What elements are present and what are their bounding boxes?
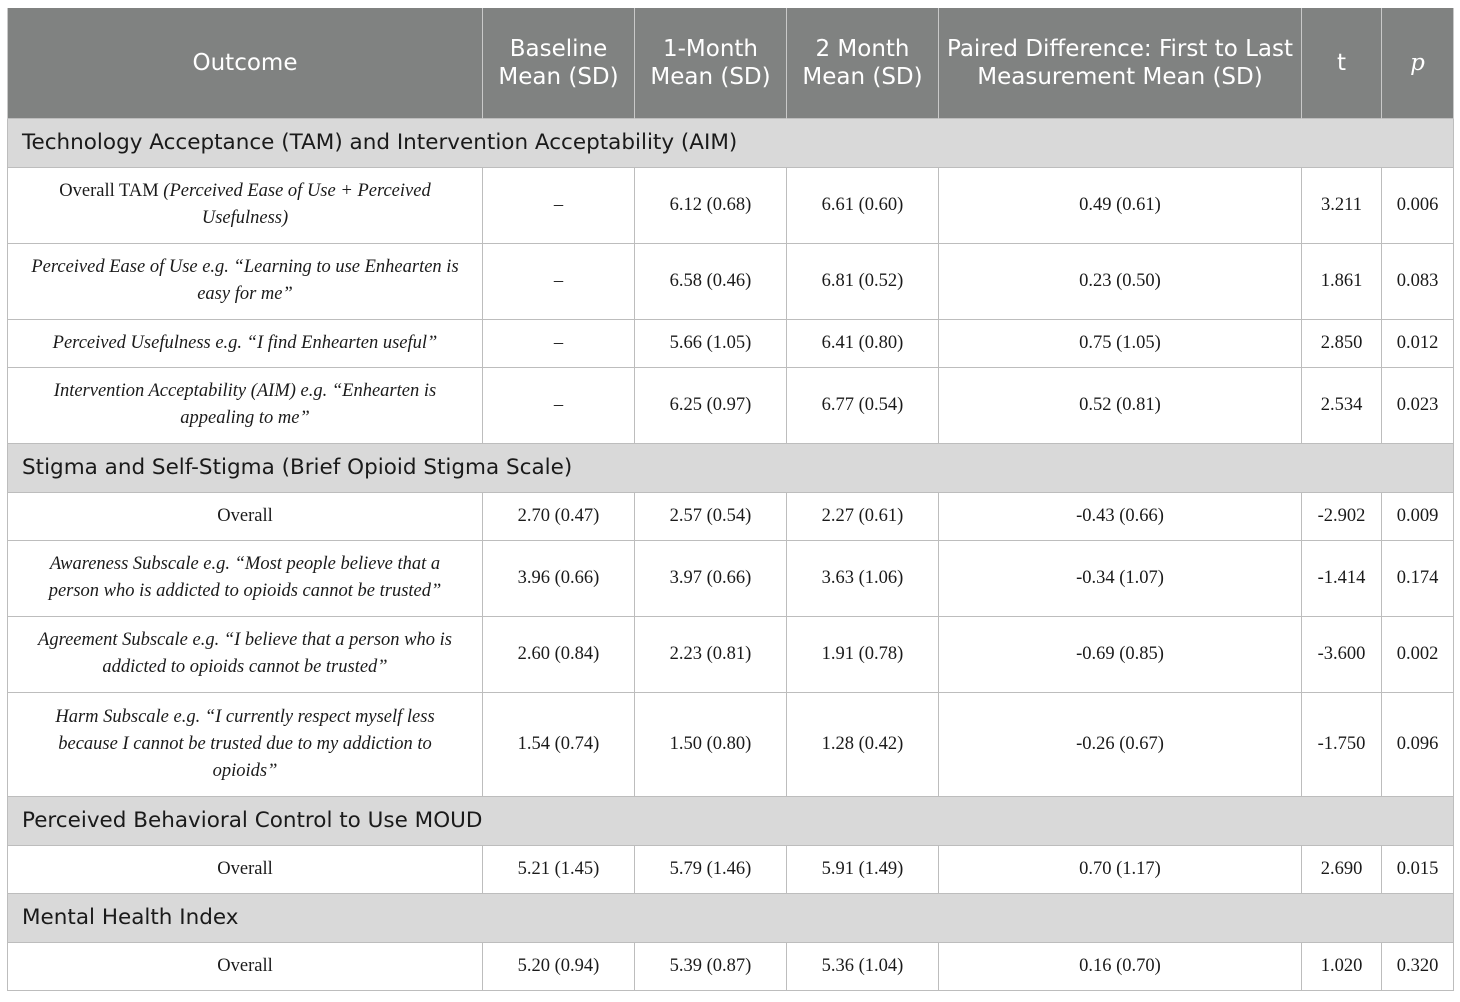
month1-cell: 5.66 (1.05) (635, 319, 787, 367)
month1-cell: 2.23 (0.81) (635, 616, 787, 692)
month1-cell: 6.58 (0.46) (635, 243, 787, 319)
table-row (8, 616, 1454, 692)
header-t: t (1302, 8, 1382, 118)
outcome-cell (8, 616, 483, 692)
t-cell: -3.600 (1302, 616, 1382, 692)
outcome-text: Overall (217, 505, 273, 526)
p-cell: 0.320 (1382, 942, 1454, 990)
diff-cell: 0.49 (0.61) (939, 167, 1302, 243)
baseline-cell: – (483, 167, 635, 243)
p-cell: 0.096 (1382, 692, 1454, 796)
outcome-cell (8, 845, 483, 893)
diff-cell: 0.70 (1.17) (939, 845, 1302, 893)
header-month1: 1-Month Mean (SD) (635, 8, 787, 118)
baseline-cell: 5.21 (1.45) (483, 845, 635, 893)
header-paired-difference: Paired Difference: First to Last Measurement Mean (SD) (939, 8, 1302, 118)
section-title: Mental Health Index (8, 893, 1454, 942)
t-cell: -1.414 (1302, 540, 1382, 616)
outcome-italic-text: Agreement Subscale e.g. “I believe that a person who is addicted to opioids cannot be trusted” (38, 630, 452, 677)
month2-cell: 6.81 (0.52) (787, 243, 939, 319)
outcome-text: Overall (217, 858, 273, 879)
month1-cell: 3.97 (0.66) (635, 540, 787, 616)
baseline-cell: 2.60 (0.84) (483, 616, 635, 692)
t-cell: 2.850 (1302, 319, 1382, 367)
month2-cell: 6.41 (0.80) (787, 319, 939, 367)
header-baseline: Baseline Mean (SD) (483, 8, 635, 118)
t-cell: 1.861 (1302, 243, 1382, 319)
table-header (8, 8, 1454, 118)
baseline-cell: – (483, 367, 635, 443)
outcome-italic-text: Perceived Usefulness e.g. “I find Enhearten useful” (52, 332, 438, 353)
month1-cell: 6.12 (0.68) (635, 167, 787, 243)
outcome-cell (8, 692, 483, 796)
outcome-cell (8, 540, 483, 616)
table-row (8, 243, 1454, 319)
header-outcome: Outcome (8, 8, 483, 118)
month1-cell: 2.57 (0.54) (635, 492, 787, 540)
results-table (7, 8, 1454, 991)
t-cell: 1.020 (1302, 942, 1382, 990)
baseline-cell: – (483, 243, 635, 319)
t-cell: -2.902 (1302, 492, 1382, 540)
outcome-cell (8, 243, 483, 319)
section-title: Technology Acceptance (TAM) and Intervention Acceptability (AIM) (8, 118, 1454, 167)
month2-cell: 6.77 (0.54) (787, 367, 939, 443)
month2-cell: 5.91 (1.49) (787, 845, 939, 893)
outcome-italic-text: Perceived Ease of Use e.g. “Learning to use Enhearten is easy for me” (31, 257, 459, 304)
outcome-cell (8, 319, 483, 367)
diff-cell: -0.26 (0.67) (939, 692, 1302, 796)
baseline-cell: 5.20 (0.94) (483, 942, 635, 990)
outcome-italic-text: Intervention Acceptability (AIM) e.g. “Enhearten is appealing to me” (53, 381, 437, 428)
table-row (8, 845, 1454, 893)
section-title: Perceived Behavioral Control to Use MOUD (8, 796, 1454, 845)
baseline-cell: 2.70 (0.47) (483, 492, 635, 540)
table-row (8, 492, 1454, 540)
outcome-italic-text: Harm Subscale e.g. “I currently respect myself less because I cannot be trusted due to my addiction to opioids” (55, 706, 435, 781)
diff-cell: -0.43 (0.66) (939, 492, 1302, 540)
diff-cell: 0.52 (0.81) (939, 367, 1302, 443)
month2-cell: 3.63 (1.06) (787, 540, 939, 616)
p-cell: 0.006 (1382, 167, 1454, 243)
diff-cell: 0.16 (0.70) (939, 942, 1302, 990)
table-row (8, 367, 1454, 443)
table-row (8, 942, 1454, 990)
diff-cell: -0.69 (0.85) (939, 616, 1302, 692)
month2-cell: 2.27 (0.61) (787, 492, 939, 540)
table-row (8, 540, 1454, 616)
baseline-cell: 1.54 (0.74) (483, 692, 635, 796)
month1-cell: 5.39 (0.87) (635, 942, 787, 990)
baseline-cell: 3.96 (0.66) (483, 540, 635, 616)
month2-cell: 5.36 (1.04) (787, 942, 939, 990)
p-cell: 0.009 (1382, 492, 1454, 540)
outcome-cell (8, 167, 483, 243)
t-cell: 2.534 (1302, 367, 1382, 443)
month1-cell: 6.25 (0.97) (635, 367, 787, 443)
month2-cell: 1.28 (0.42) (787, 692, 939, 796)
t-cell: -1.750 (1302, 692, 1382, 796)
diff-cell: 0.75 (1.05) (939, 319, 1302, 367)
outcome-italic-text: Awareness Subscale e.g. “Most people believe that a person who is addicted to opioids cannot be trusted” (48, 554, 442, 601)
p-cell: 0.002 (1382, 616, 1454, 692)
outcome-cell (8, 942, 483, 990)
outcome-text: Overall TAM (59, 181, 164, 201)
p-cell: 0.083 (1382, 243, 1454, 319)
diff-cell: 0.23 (0.50) (939, 243, 1302, 319)
p-cell: 0.015 (1382, 845, 1454, 893)
t-cell: 3.211 (1302, 167, 1382, 243)
table-row (8, 692, 1454, 796)
outcome-italic-text: (Perceived Ease of Use + Perceived Usefulness) (163, 181, 431, 228)
outcome-cell (8, 492, 483, 540)
table-body (8, 118, 1454, 990)
p-cell: 0.023 (1382, 367, 1454, 443)
outcome-cell (8, 367, 483, 443)
diff-cell: -0.34 (1.07) (939, 540, 1302, 616)
table-row (8, 167, 1454, 243)
header-p: p (1382, 8, 1454, 118)
month2-cell: 6.61 (0.60) (787, 167, 939, 243)
header-month2: 2 Month Mean (SD) (787, 8, 939, 118)
p-cell: 0.174 (1382, 540, 1454, 616)
outcome-text: Overall (217, 955, 273, 976)
baseline-cell: – (483, 319, 635, 367)
month1-cell: 5.79 (1.46) (635, 845, 787, 893)
section-title: Stigma and Self-Stigma (Brief Opioid Stigma Scale) (8, 443, 1454, 492)
t-cell: 2.690 (1302, 845, 1382, 893)
table-row (8, 319, 1454, 367)
p-cell: 0.012 (1382, 319, 1454, 367)
month1-cell: 1.50 (0.80) (635, 692, 787, 796)
month2-cell: 1.91 (0.78) (787, 616, 939, 692)
